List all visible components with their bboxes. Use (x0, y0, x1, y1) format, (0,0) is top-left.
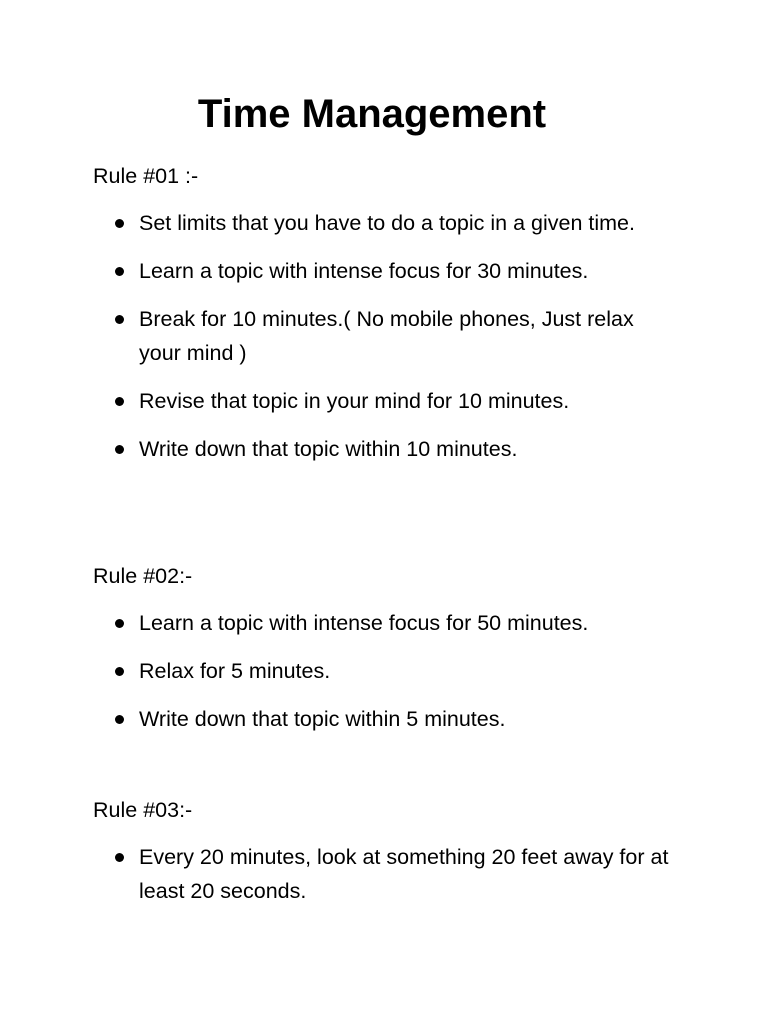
list-item-text: Write down that topic within 10 minutes. (139, 437, 518, 461)
bullet-icon (115, 219, 124, 228)
list-item-text: Relax for 5 minutes. (139, 659, 331, 683)
rule-list-2 (93, 606, 693, 736)
list-item (93, 432, 693, 466)
rule-heading-2: Rule #02:- (93, 564, 193, 588)
list-item-text: Learn a topic with intense focus for 30 minutes. (139, 259, 589, 283)
bullet-icon (115, 397, 124, 406)
bullet-icon (115, 853, 124, 862)
bullet-icon (115, 715, 124, 724)
rule-section-2 (93, 561, 693, 736)
page-title: Time Management (197, 92, 547, 136)
list-item (93, 302, 679, 370)
list-item-text: Set limits that you have to do a topic in a given time. (139, 211, 635, 235)
list-item-text: Revise that topic in your mind for 10 minutes. (139, 389, 570, 413)
list-item (93, 654, 693, 688)
rule-list-1 (93, 206, 693, 466)
list-item-text: Every 20 minutes, look at something 20 feet away for at least 20 seconds. (139, 845, 669, 903)
rule-section-3 (93, 795, 693, 908)
bullet-icon (115, 619, 124, 628)
rule-heading-3: Rule #03:- (93, 798, 193, 822)
bullet-icon (115, 667, 124, 676)
list-item (93, 384, 693, 418)
list-item-text: Break for 10 minutes.( No mobile phones, Just relax your mind ) (139, 307, 634, 365)
rule-heading-1: Rule #01 :- (93, 164, 199, 188)
rule-section-1 (93, 161, 693, 466)
list-item (93, 254, 693, 288)
list-item (93, 606, 693, 640)
bullet-icon (115, 315, 124, 324)
list-item (93, 206, 639, 240)
list-item (93, 840, 679, 908)
bullet-icon (115, 445, 124, 454)
list-item-text: Learn a topic with intense focus for 50 minutes. (139, 611, 589, 635)
rule-list-3 (93, 840, 693, 908)
bullet-icon (115, 267, 124, 276)
list-item-text: Write down that topic within 5 minutes. (139, 707, 506, 731)
list-item (93, 702, 693, 736)
